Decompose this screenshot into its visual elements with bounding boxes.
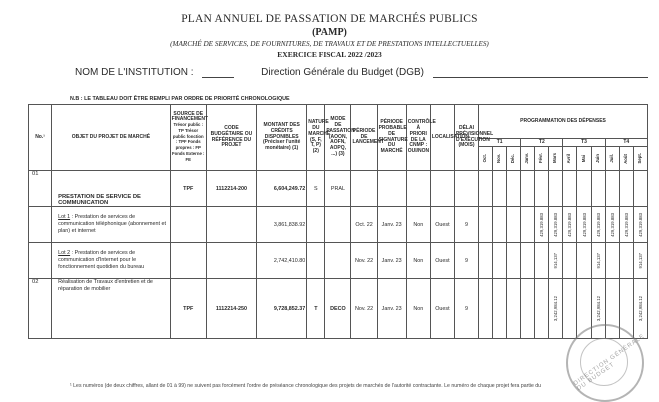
institution-underline: [433, 68, 648, 78]
col-localisation: LOCALISATION: [430, 105, 454, 171]
table-row: [29, 243, 648, 279]
month-cell: 429,319.883: [549, 207, 563, 243]
month-header: Févr.: [535, 147, 549, 171]
month-cell: [521, 279, 535, 339]
month-cell: 914,137: [633, 243, 647, 279]
institution-label: NOM DE L'INSTITUTION :: [75, 67, 194, 78]
col-mode: MODE DE PASSATION (AOON, AOFN, AOPQ, ...) (3): [325, 105, 351, 171]
month-cell: [493, 171, 507, 207]
col-source-label: SOURCE DE FINANCEMENT: [171, 110, 209, 123]
row-controle: Non: [406, 243, 430, 279]
row-localisation: Ouest: [430, 207, 454, 243]
row-delai: 9: [454, 243, 478, 279]
row-nature: T: [307, 279, 325, 339]
footnote: ¹ Les numéros (de deux chiffres, allant de 01 à 99) ne suivent pas forcément l'ordre de préséance chronologique des projets de marchés de l'autorité contractante. Le numéro de chaque projet fera partie du: [70, 383, 542, 389]
stamp-text: DIRECTION GÉNÉRALE DU BUDGET: [572, 333, 647, 393]
month-header: Sept.: [633, 147, 647, 171]
month-header: Nov.: [493, 147, 507, 171]
row-signature: [377, 171, 406, 207]
row-delai: 9: [454, 279, 478, 339]
row-no: [29, 207, 52, 243]
col-source: [170, 105, 209, 171]
row-no: 02: [29, 279, 52, 339]
table-row: [29, 171, 648, 207]
row-localisation: Ouest: [430, 279, 454, 339]
month-cell: [535, 243, 549, 279]
row-montant: 2,742,410.80: [257, 243, 307, 279]
row-mode: PRAL: [325, 171, 351, 207]
month-header: Juil.: [605, 147, 619, 171]
month-cell: 429,319.883: [577, 207, 591, 243]
row-mode: [325, 243, 351, 279]
month-cell: [577, 243, 591, 279]
row-montant: 3,861,838.92: [257, 207, 307, 243]
row-montant: 9,728,852.37: [257, 279, 307, 339]
procurement-table: [28, 104, 648, 339]
month-cell: 429,319.883: [535, 207, 549, 243]
month-cell: [493, 243, 507, 279]
quarter-t4: T4: [605, 139, 647, 147]
col-source-sub: Trésor public : TP Trésor public fonction : TPF Fonds propres : FP Fonds Externe : FE: [172, 122, 205, 162]
col-delai: DÉLAI PRÉVISIONNEL D'EXÉCUTION (MOIS): [454, 105, 478, 171]
row-code: 1112214-250: [206, 279, 256, 339]
row-code: [206, 207, 256, 243]
col-code: CODE BUDGÉTAIRE OU RÉFÉRENCE DU PROJET: [206, 105, 256, 171]
col-objet: OBJET DU PROJET DE MARCHÉ: [52, 105, 171, 171]
institution-blank: [202, 68, 234, 78]
lot-description: : Prestation de services de communication d'Internet pour le fonctionnement quotidien du bureau: [58, 250, 145, 270]
month-header: Oct.: [479, 147, 493, 171]
month-cell: [605, 171, 619, 207]
month-cell: 429,319.883: [619, 207, 633, 243]
month-cell: [493, 207, 507, 243]
col-lancement: PÉRIODE DE LANCEMENT: [351, 105, 377, 171]
month-header: Janv.: [521, 147, 535, 171]
month-cell: [605, 243, 619, 279]
lot-label: Lot 1: [58, 214, 71, 221]
row-objet: PRESTATION DE SERVICE DE COMMUNICATION: [52, 171, 171, 207]
row-objet: Réalisation de Travaux d'entretien et de réparation de mobilier: [52, 279, 171, 339]
header-row: [29, 105, 648, 139]
month-cell: [479, 243, 493, 279]
fiscal-year: EXERCICE FISCAL 2022 /2023: [277, 50, 382, 59]
month-cell: 429,319.883: [605, 207, 619, 243]
col-no: No.¹: [29, 105, 52, 171]
row-lancement: Nov. 22: [351, 279, 377, 339]
row-code: 1112214-200: [206, 171, 256, 207]
month-cell: [479, 207, 493, 243]
month-cell: [591, 171, 605, 207]
month-cell: 914,137: [591, 243, 605, 279]
month-header: Déc.: [507, 147, 521, 171]
document-acronym: (PAMP): [312, 27, 347, 38]
month-cell: [479, 279, 493, 339]
month-cell: [507, 243, 521, 279]
quarter-t2: T2: [521, 139, 563, 147]
row-code: [206, 243, 256, 279]
row-localisation: Ouest: [430, 243, 454, 279]
row-delai: 9: [454, 207, 478, 243]
month-cell: 3,242,984.12: [633, 279, 647, 339]
month-header: Mars: [549, 147, 563, 171]
month-cell: 429,319.883: [591, 207, 605, 243]
month-cell: [493, 279, 507, 339]
month-cell: [563, 279, 577, 339]
table-row: [29, 207, 648, 243]
row-source: [170, 207, 206, 243]
row-controle: Non: [406, 279, 430, 339]
month-cell: [577, 171, 591, 207]
month-cell: [563, 171, 577, 207]
row-nature: S: [307, 171, 325, 207]
row-no: [29, 243, 52, 279]
col-nature: NATURE DU MARCHÉ (S, F, T, P) (2): [307, 105, 325, 171]
institution-name: Direction Générale du Budget (DGB): [261, 67, 425, 78]
month-cell: [633, 171, 647, 207]
lot-description: : Prestation de services de communication téléphonique (abonnement et plan) et internet: [58, 214, 166, 234]
row-lancement: Oct. 22: [351, 207, 377, 243]
document-title: PLAN ANNUEL DE PASSATION DE MARCHÉS PUBLICS: [181, 13, 478, 25]
month-header: Août: [619, 147, 633, 171]
row-lancement: Nov. 22: [351, 243, 377, 279]
col-programmation: PROGRAMMATION DES DÉPENSES: [479, 105, 648, 139]
month-cell: [521, 207, 535, 243]
month-header: Mai: [577, 147, 591, 171]
month-cell: 3,242,984.12: [549, 279, 563, 339]
row-objet: [52, 243, 171, 279]
row-source: TPF: [170, 171, 206, 207]
row-signature: Janv. 23: [377, 279, 406, 339]
row-objet: [52, 207, 171, 243]
lot-label: Lot 2: [58, 250, 71, 257]
month-header: Juin: [591, 147, 605, 171]
row-lancement: [351, 171, 377, 207]
quarter-t1: T1: [479, 139, 521, 147]
month-cell: [507, 207, 521, 243]
month-header: Avril: [563, 147, 577, 171]
row-controle: [406, 171, 430, 207]
month-cell: [507, 279, 521, 339]
month-cell: [563, 243, 577, 279]
month-cell: [619, 243, 633, 279]
month-cell: [479, 171, 493, 207]
institution-line: [75, 67, 648, 78]
row-source: TPF: [170, 279, 206, 339]
instruction-note: N.B : LE TABLEAU DOIT ÊTRE REMPLI PAR ORDRE DE PRIORITÉ CHRONOLOGIQUE: [70, 96, 290, 102]
month-cell: [619, 171, 633, 207]
row-mode: DECO: [325, 279, 351, 339]
quarter-t3: T3: [563, 139, 605, 147]
month-cell: [521, 243, 535, 279]
month-cell: 914,137: [549, 243, 563, 279]
row-signature: Janv. 23: [377, 243, 406, 279]
row-signature: Janv. 23: [377, 207, 406, 243]
col-signature: PÉRIODE PROBABLE DE SIGNATURE DU MARCHÉ: [377, 105, 406, 171]
month-cell: 3,242,984.12: [591, 279, 605, 339]
row-mode: [325, 207, 351, 243]
table-row: [29, 279, 648, 339]
row-source: [170, 243, 206, 279]
col-montant: MONTANT DES CRÉDITS DISPONIBLES (Préciser l'unité monétaire) (1): [257, 105, 307, 171]
month-cell: 429,319.883: [563, 207, 577, 243]
row-localisation: [430, 171, 454, 207]
document-subtitle: (MARCHÉ DE SERVICES, DE FOURNITURES, DE TRAVAUX ET DE PRESTATIONS INTELLECTUELLES): [170, 40, 489, 48]
month-cell: [549, 171, 563, 207]
col-controle: CONTRÔLE À PRIORI DE LA CNMP : OUI/NON: [406, 105, 430, 171]
row-delai: [454, 171, 478, 207]
month-cell: [535, 279, 549, 339]
month-cell: 429,319.883: [633, 207, 647, 243]
row-montant: 6,604,249.72: [257, 171, 307, 207]
row-no: 01: [29, 171, 52, 207]
month-cell: [535, 171, 549, 207]
month-cell: [521, 171, 535, 207]
row-nature: [307, 243, 325, 279]
month-cell: [507, 171, 521, 207]
row-nature: [307, 207, 325, 243]
row-controle: Non: [406, 207, 430, 243]
